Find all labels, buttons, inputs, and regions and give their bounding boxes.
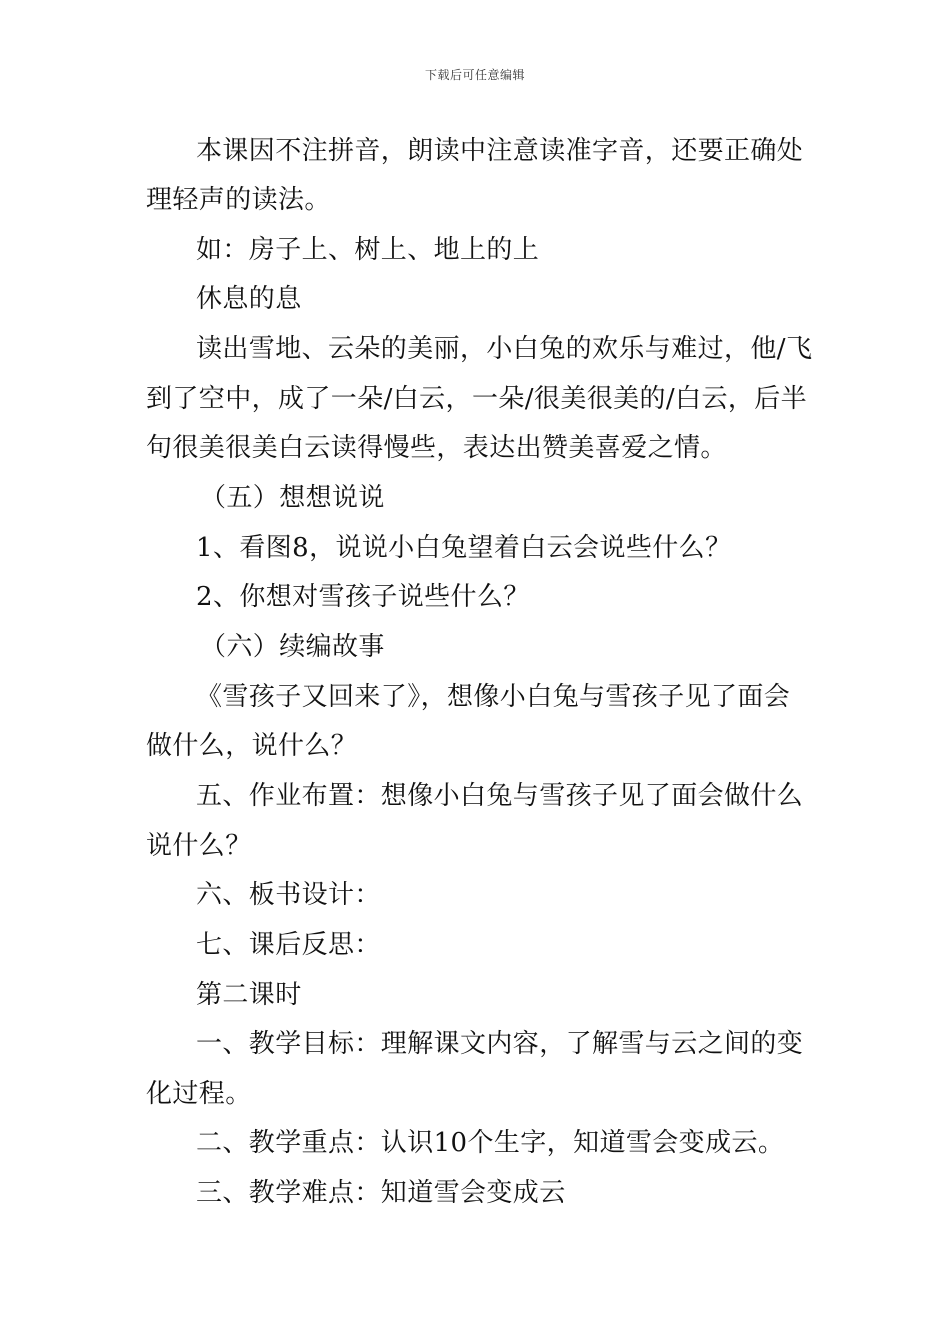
list-item: 2、你想对雪孩子说些什么？ bbox=[196, 582, 530, 612]
paragraph-line: 本课因不注拼音，朗读中注意读准字音，还要正确处 bbox=[196, 136, 804, 166]
page-header: 下载后可任意编辑 bbox=[424, 68, 525, 82]
paragraph-line: 做什么，说什么？ bbox=[146, 731, 358, 761]
paragraph-line: 说什么？ bbox=[146, 831, 252, 861]
paragraph-line: 如：房子上、树上、地上的上 bbox=[196, 235, 540, 265]
paragraph-line: 读出雪地、云朵的美丽，小白兔的欢乐与难过，他/飞 bbox=[196, 334, 813, 364]
section-heading: （六）续编故事 bbox=[200, 632, 385, 662]
paragraph-line: 句很美很美白云读得慢些，表达出赞美喜爱之情。 bbox=[146, 433, 727, 463]
paragraph-line: 五、作业布置：想像小白兔与雪孩子见了面会做什么 bbox=[196, 781, 804, 811]
paragraph-line: 一、教学目标：理解课文内容，了解雪与云之间的变 bbox=[196, 1029, 804, 1059]
paragraph-line: 二、教学重点：认识10个生字，知道雪会变成云。 bbox=[196, 1128, 785, 1158]
paragraph-line: 到了空中，成了一朵/白云，一朵/很美很美的/白云，后半 bbox=[146, 384, 808, 414]
paragraph-line: 理轻声的读法。 bbox=[146, 185, 331, 215]
section-heading: 六、板书设计： bbox=[196, 880, 381, 910]
section-heading: 第二课时 bbox=[196, 980, 302, 1010]
section-heading: （五）想想说说 bbox=[200, 483, 385, 513]
paragraph-line: 休息的息 bbox=[196, 284, 302, 314]
section-heading: 七、课后反思： bbox=[196, 930, 381, 960]
paragraph-line: 三、教学难点：知道雪会变成云 bbox=[196, 1178, 566, 1208]
paragraph-line: 《雪孩子又回来了》，想像小白兔与雪孩子见了面会 bbox=[196, 682, 791, 712]
list-item: 1、看图8，说说小白兔望着白云会说些什么？ bbox=[196, 533, 732, 563]
paragraph-line: 化过程。 bbox=[146, 1079, 252, 1109]
